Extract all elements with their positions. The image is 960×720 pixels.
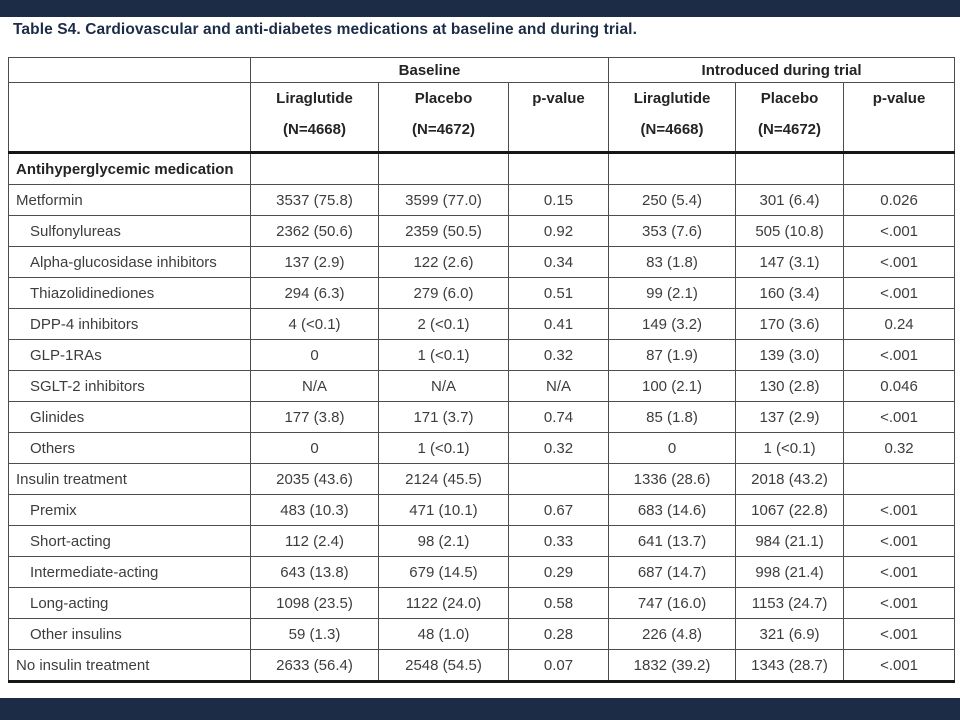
value-cell: 0.41 [509,309,609,340]
value-cell: 170 (3.6) [736,309,844,340]
row-label: DPP-4 inhibitors [9,309,251,340]
column-header-name: p-value [532,90,585,107]
value-cell: 471 (10.1) [379,495,509,526]
value-cell: 0 [609,433,736,464]
column-header-name: p-value [872,90,926,107]
value-cell: <.001 [844,216,955,247]
row-label: Premix [9,495,251,526]
value-cell: 2018 (43.2) [736,464,844,495]
value-cell: 147 (3.1) [736,247,844,278]
value-cell: 2633 (56.4) [251,650,379,682]
value-cell: <.001 [844,402,955,433]
value-cell: 87 (1.9) [609,340,736,371]
row-label: Short-acting [9,526,251,557]
column-header-n: (N=4672) [412,121,475,138]
column-header-name: Liraglutide [276,90,353,107]
value-cell: <.001 [844,619,955,650]
value-cell: <.001 [844,650,955,682]
row-label: Alpha-glucosidase inhibitors [9,247,251,278]
row-label: GLP-1RAs [9,340,251,371]
row-label: Long-acting [9,588,251,619]
value-cell: N/A [251,371,379,402]
value-cell: 139 (3.0) [736,340,844,371]
value-cell: 177 (3.8) [251,402,379,433]
table-row [9,153,955,185]
value-cell: N/A [379,371,509,402]
value-cell [844,464,955,495]
value-cell: 998 (21.4) [736,557,844,588]
value-cell: 294 (6.3) [251,278,379,309]
value-cell: 149 (3.2) [609,309,736,340]
value-cell: 2 (<0.1) [379,309,509,340]
value-cell: 171 (3.7) [379,402,509,433]
value-cell: 98 (2.1) [379,526,509,557]
value-cell [844,153,955,185]
table-header [9,58,955,153]
table-row [9,278,955,309]
value-cell [509,464,609,495]
column-header-row [9,83,955,153]
value-cell: 2362 (50.6) [251,216,379,247]
value-cell: 226 (4.8) [609,619,736,650]
value-cell: 321 (6.9) [736,619,844,650]
value-cell: 641 (13.7) [609,526,736,557]
value-cell: 122 (2.6) [379,247,509,278]
value-cell: 0.24 [844,309,955,340]
value-cell: <.001 [844,588,955,619]
value-cell: 1 (<0.1) [379,340,509,371]
value-cell: 4 (<0.1) [251,309,379,340]
value-cell: <.001 [844,247,955,278]
column-header-introduced-pvalue [844,83,955,153]
value-cell: 100 (2.1) [609,371,736,402]
bottom-accent-bar [0,698,960,720]
value-cell: 643 (13.8) [251,557,379,588]
value-cell: 137 (2.9) [736,402,844,433]
value-cell: 2035 (43.6) [251,464,379,495]
value-cell: 0.67 [509,495,609,526]
value-cell: 1067 (22.8) [736,495,844,526]
value-cell: 59 (1.3) [251,619,379,650]
value-cell: 3599 (77.0) [379,185,509,216]
value-cell: 0 [251,340,379,371]
value-cell: 687 (14.7) [609,557,736,588]
table-row [9,464,955,495]
value-cell: 85 (1.8) [609,402,736,433]
row-label: Metformin [9,185,251,216]
table-row [9,216,955,247]
value-cell: 112 (2.4) [251,526,379,557]
value-cell: 0.51 [509,278,609,309]
value-cell: 3537 (75.8) [251,185,379,216]
column-header-name: Placebo [760,90,819,107]
row-label: Intermediate-acting [9,557,251,588]
column-header-n: (N=4668) [640,121,704,138]
value-cell: 0.29 [509,557,609,588]
column-header-baseline-placebo [379,83,509,153]
value-cell: 0.32 [509,433,609,464]
table-row [9,619,955,650]
table-row [9,340,955,371]
value-cell: 130 (2.8) [736,371,844,402]
table-row [9,433,955,464]
value-cell: 0.58 [509,588,609,619]
corner-cell [9,83,251,153]
table-row [9,588,955,619]
value-cell: 0.74 [509,402,609,433]
value-cell: <.001 [844,495,955,526]
value-cell: 1 (<0.1) [379,433,509,464]
medications-table [8,57,955,683]
table-row [9,495,955,526]
value-cell: 0.28 [509,619,609,650]
value-cell: 0.92 [509,216,609,247]
value-cell: <.001 [844,278,955,309]
value-cell: 1343 (28.7) [736,650,844,682]
table-row [9,371,955,402]
column-header-baseline-pvalue [509,83,609,153]
value-cell: 99 (2.1) [609,278,736,309]
row-label: Antihyperglycemic medication [9,153,251,185]
column-header-name: Liraglutide [633,90,711,107]
row-label: Glinides [9,402,251,433]
value-cell: 1153 (24.7) [736,588,844,619]
column-header-introduced-liraglutide [609,83,736,153]
value-cell: 1 (<0.1) [736,433,844,464]
value-cell: 301 (6.4) [736,185,844,216]
value-cell: <.001 [844,340,955,371]
row-label: Others [9,433,251,464]
row-label: Sulfonylureas [9,216,251,247]
value-cell: <.001 [844,526,955,557]
row-label: Thiazolidinediones [9,278,251,309]
value-cell [736,153,844,185]
group-header-baseline: Baseline [251,58,609,83]
value-cell: 679 (14.5) [379,557,509,588]
value-cell: 505 (10.8) [736,216,844,247]
table-row [9,309,955,340]
value-cell: 2124 (45.5) [379,464,509,495]
row-label: Other insulins [9,619,251,650]
value-cell: 0.026 [844,185,955,216]
value-cell: 683 (14.6) [609,495,736,526]
column-header-n: (N=4668) [283,121,346,138]
value-cell: 0 [251,433,379,464]
group-header-row [9,58,955,83]
table-row [9,526,955,557]
column-header-n: (N=4672) [758,121,821,138]
value-cell: 0.07 [509,650,609,682]
value-cell: 483 (10.3) [251,495,379,526]
value-cell: 0.15 [509,185,609,216]
corner-cell [9,58,251,83]
value-cell [509,153,609,185]
column-header-baseline-liraglutide [251,83,379,153]
row-label: No insulin treatment [9,650,251,682]
value-cell: 0.33 [509,526,609,557]
table-row [9,185,955,216]
value-cell: 0.32 [509,340,609,371]
top-accent-bar [0,0,960,17]
value-cell: 160 (3.4) [736,278,844,309]
table-body [9,153,955,682]
row-label: Insulin treatment [9,464,251,495]
value-cell: 0.32 [844,433,955,464]
value-cell: 0.34 [509,247,609,278]
value-cell: 747 (16.0) [609,588,736,619]
table-row [9,557,955,588]
group-header-introduced: Introduced during trial [609,58,955,83]
value-cell: 1098 (23.5) [251,588,379,619]
value-cell: 984 (21.1) [736,526,844,557]
value-cell: <.001 [844,557,955,588]
value-cell [609,153,736,185]
value-cell: 279 (6.0) [379,278,509,309]
row-label: SGLT-2 inhibitors [9,371,251,402]
value-cell [379,153,509,185]
value-cell: 83 (1.8) [609,247,736,278]
table-row [9,650,955,682]
table-title: Table S4. Cardiovascular and anti-diabetes medications at baseline and during trial. [13,21,637,38]
value-cell: 2548 (54.5) [379,650,509,682]
value-cell [251,153,379,185]
value-cell: 353 (7.6) [609,216,736,247]
value-cell: 250 (5.4) [609,185,736,216]
table-row [9,402,955,433]
value-cell: 2359 (50.5) [379,216,509,247]
value-cell: 1336 (28.6) [609,464,736,495]
value-cell: 1832 (39.2) [609,650,736,682]
value-cell: N/A [509,371,609,402]
value-cell: 48 (1.0) [379,619,509,650]
value-cell: 0.046 [844,371,955,402]
column-header-name: Placebo [414,90,473,107]
value-cell: 137 (2.9) [251,247,379,278]
value-cell: 1122 (24.0) [379,588,509,619]
table-row [9,247,955,278]
column-header-introduced-placebo [736,83,844,153]
